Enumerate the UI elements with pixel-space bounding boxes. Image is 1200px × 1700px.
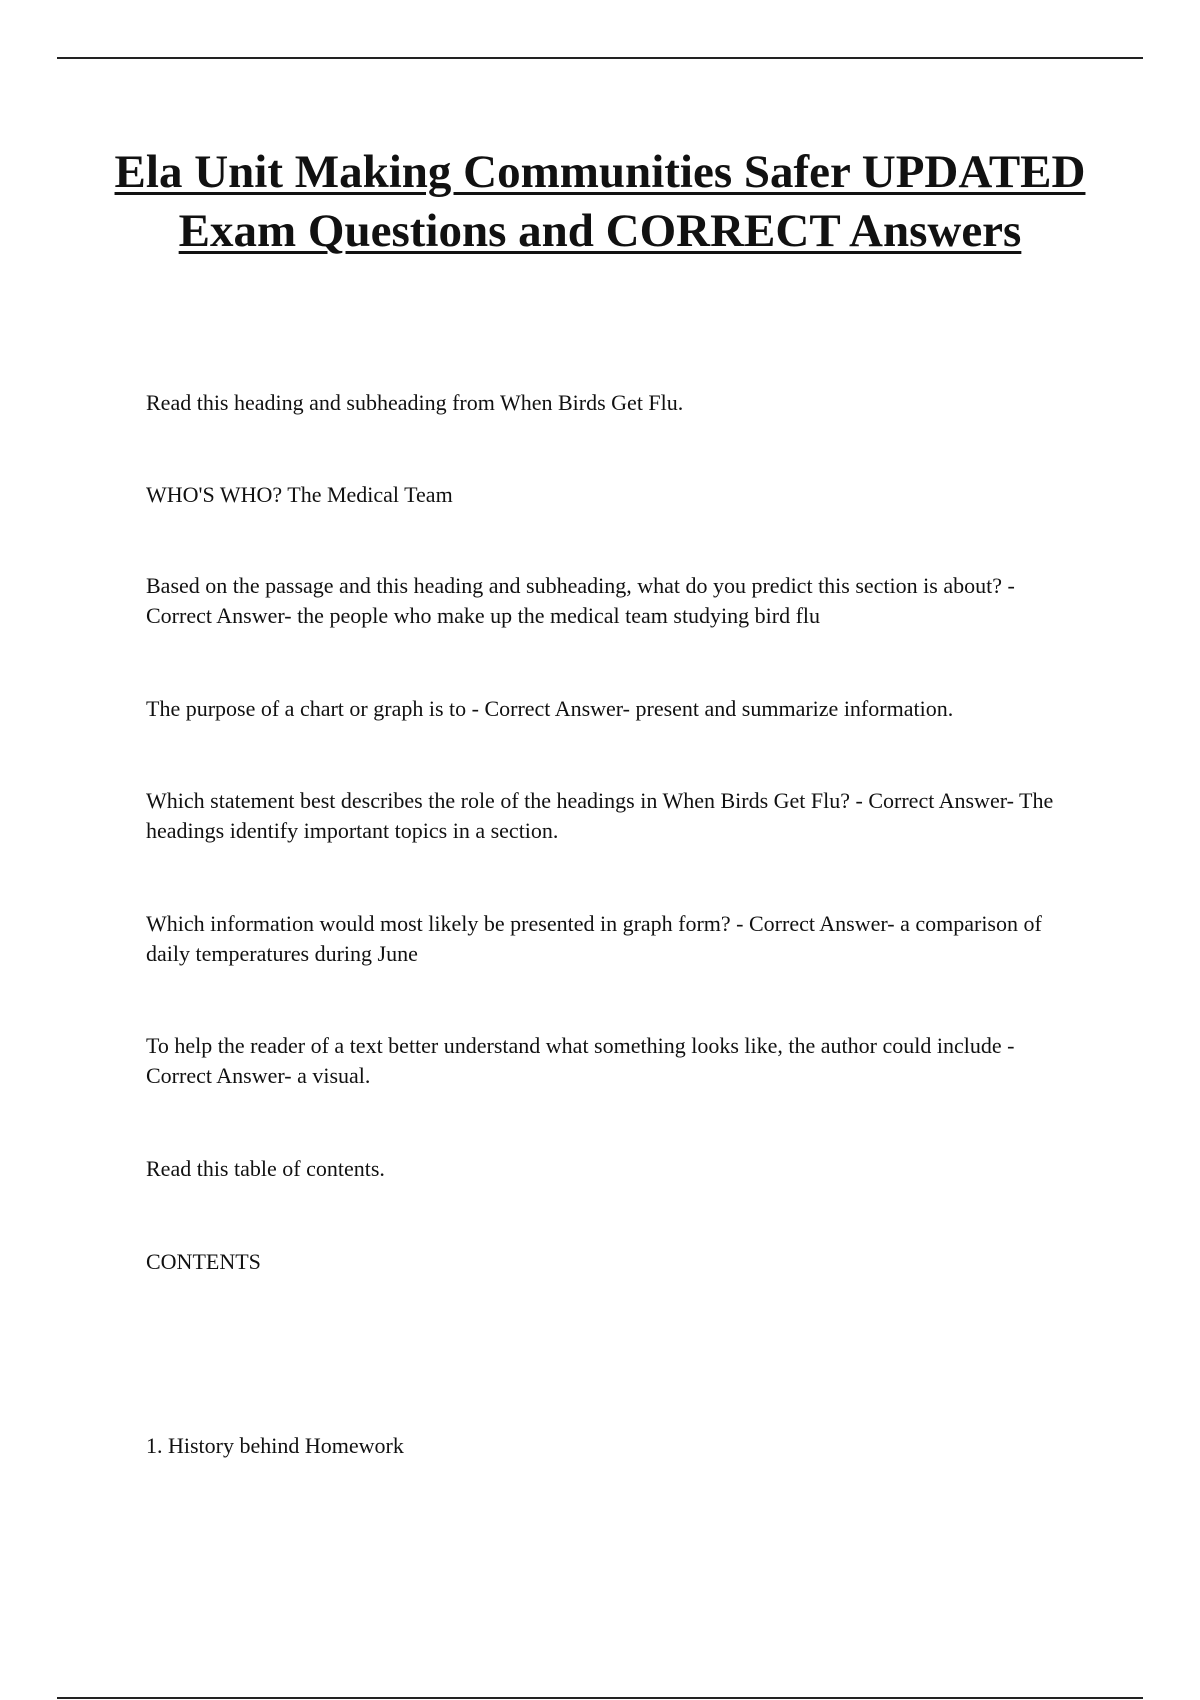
qa-item-visual: To help the reader of a text better understand what something looks like, the author could include - Correct Answer- a visual.: [146, 1033, 1015, 1088]
qa-item-headings-role: Which statement best describes the role of the headings in When Birds Get Flu? - Correct Answer- The headings identify important topics in a section.: [146, 788, 1054, 843]
bottom-rule: [57, 1697, 1143, 1699]
qa-item-graph-form: Which information would most likely be presented in graph form? - Correct Answer- a comparison of daily temperatures during June: [146, 911, 1042, 966]
qa-item-predict-section: Based on the passage and this heading and subheading, what do you predict this section is about? - Correct Answer- the people who make up the medical team studying bird flu: [146, 573, 1015, 628]
contents-heading: CONTENTS: [146, 1249, 261, 1274]
qa-item-chart-purpose: The purpose of a chart or graph is to - Correct Answer- present and summarize information.: [146, 696, 954, 721]
document-title: Ela Unit Making Communities Safer UPDATED Exam Questions and CORRECT Answers: [114, 146, 1086, 257]
question-intro-contents: Read this table of contents.: [146, 1156, 385, 1181]
top-rule: [57, 57, 1143, 59]
heading-quote: WHO'S WHO? The Medical Team: [146, 482, 453, 507]
contents-item: 1. History behind Homework: [146, 1433, 404, 1458]
question-intro-heading: Read this heading and subheading from When Birds Get Flu.: [146, 390, 684, 415]
